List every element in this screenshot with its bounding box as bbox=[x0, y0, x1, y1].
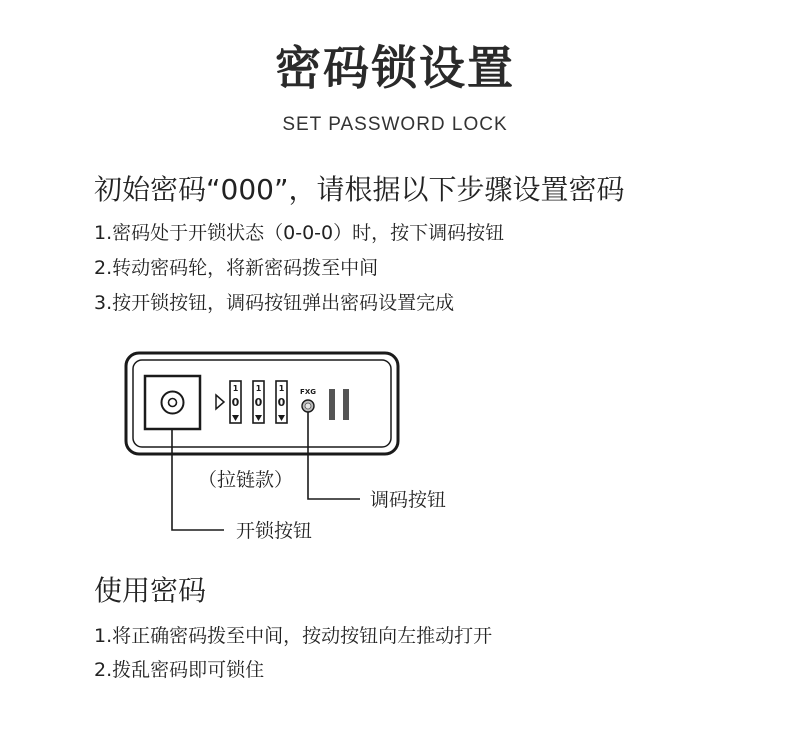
dial-1-top-digit: 1 bbox=[232, 384, 239, 393]
unlock-button-label: 开锁按钮 bbox=[236, 520, 313, 542]
dial-2-middle-digit: 0 bbox=[254, 396, 263, 409]
setup-step-3: 3.按开锁按钮，调码按钮弹出密码设置完成 bbox=[94, 292, 455, 314]
page-subtitle: SET PASSWORD LOCK bbox=[282, 114, 508, 135]
model-label: （拉链款） bbox=[198, 469, 294, 491]
dial-wheel-1 bbox=[230, 381, 241, 423]
setup-step-2: 2.转动密码轮，将新密码拨至中间 bbox=[94, 257, 379, 279]
usage-step-1: 1.将正确密码拨至中间，按动按钮向左推动打开 bbox=[94, 625, 493, 647]
dial-3-top-digit: 1 bbox=[278, 384, 285, 393]
usage-step-2: 2.拨乱密码即可锁住 bbox=[94, 659, 265, 681]
setup-step-1: 1.密码处于开锁状态（0-0-0）时，按下调码按钮 bbox=[94, 222, 505, 244]
usage-heading: 使用密码 bbox=[94, 574, 207, 607]
slider-grip-right bbox=[343, 389, 349, 420]
setup-heading: 初始密码“000”，请根据以下步骤设置密码 bbox=[94, 173, 625, 206]
dial-1-middle-digit: 0 bbox=[231, 396, 240, 409]
dial-wheel-3 bbox=[276, 381, 287, 423]
slider-grip-left bbox=[329, 389, 335, 420]
dial-2-top-digit: 1 bbox=[255, 384, 262, 393]
page-title: 密码锁设置 bbox=[275, 41, 515, 95]
unlock-button-frame bbox=[145, 376, 200, 429]
dial-wheel-2 bbox=[253, 381, 264, 423]
reset-button-label: 调码按钮 bbox=[370, 489, 447, 511]
dial-3-middle-digit: 0 bbox=[277, 396, 286, 409]
brand-mark: FXG bbox=[300, 388, 316, 396]
